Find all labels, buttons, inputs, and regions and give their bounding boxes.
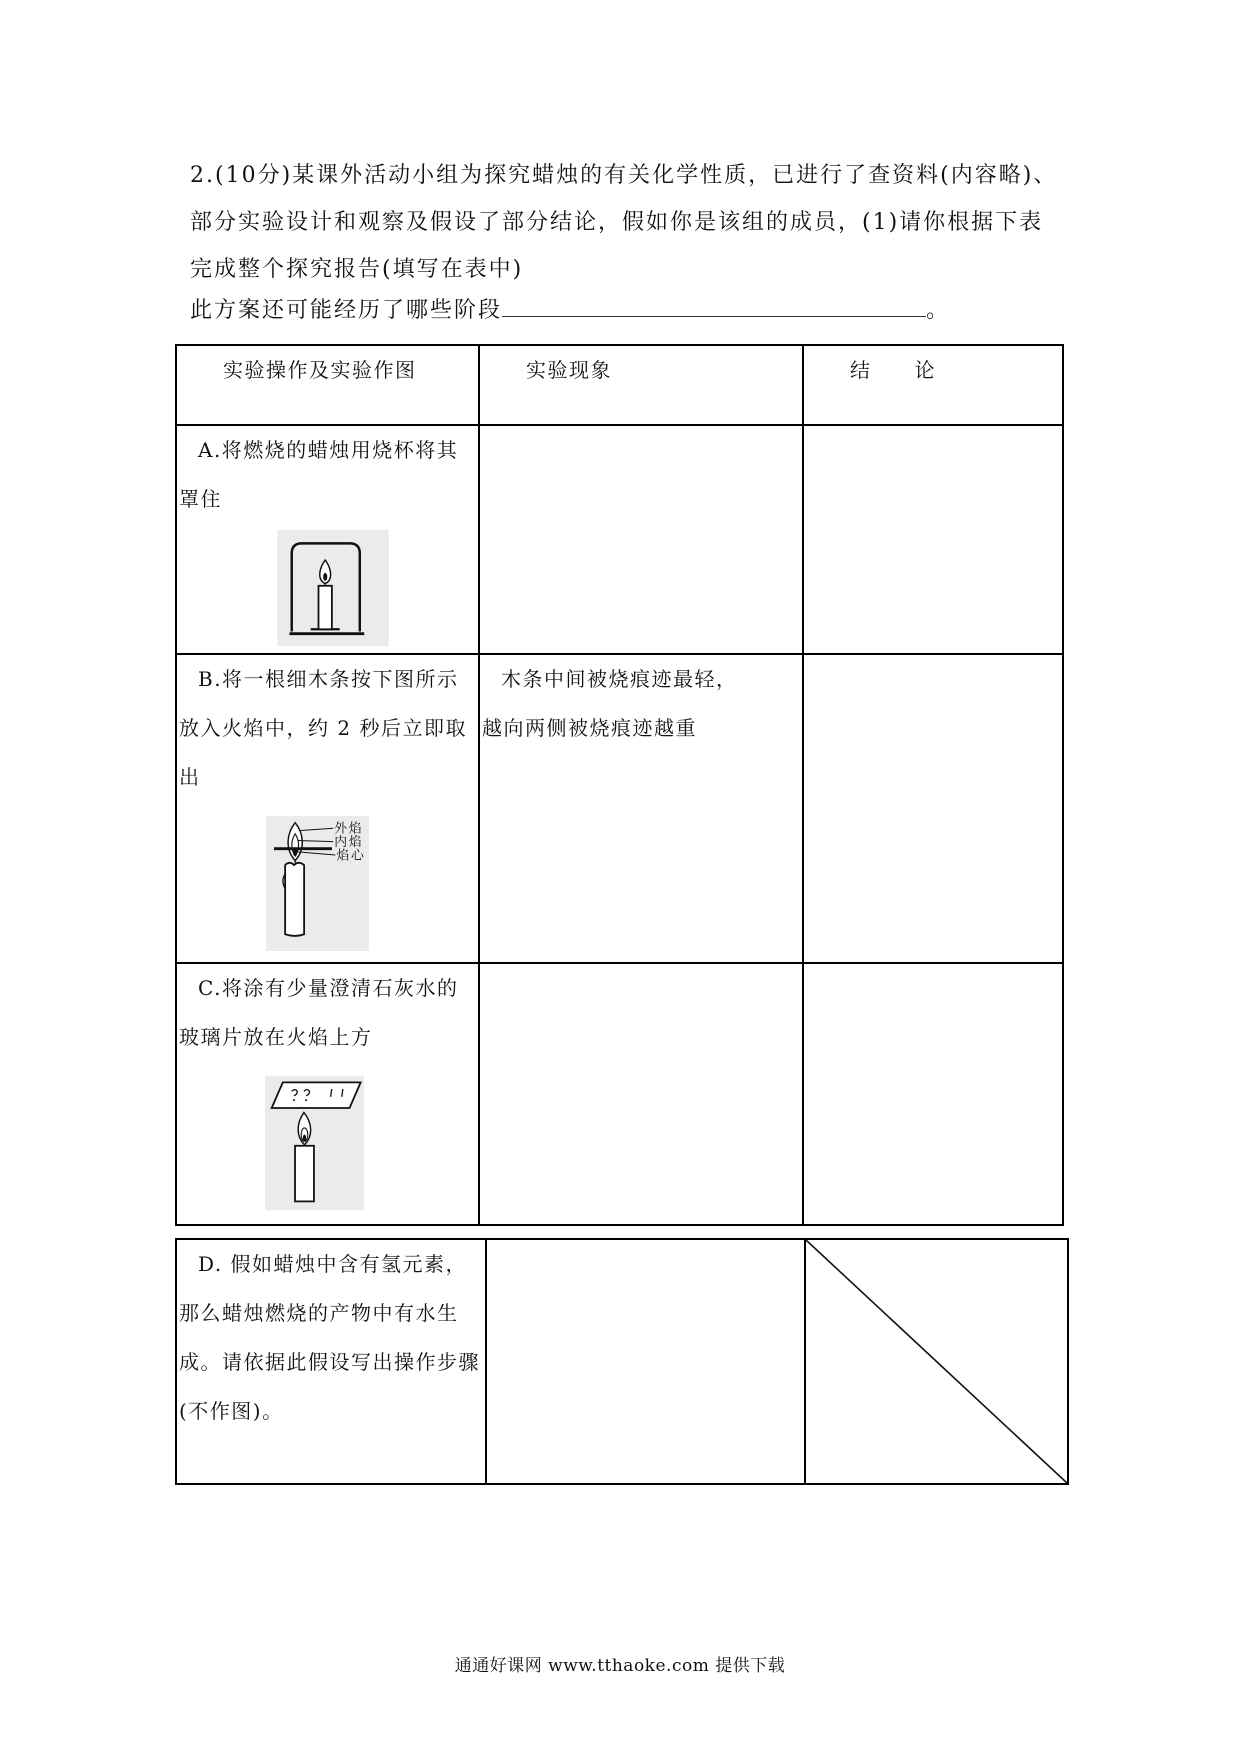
row-a-operation-line: A.将燃烧的蜡烛用烧杯将其 <box>198 438 459 462</box>
droplet-dot <box>293 1099 295 1101</box>
stage-end-mark: 。 <box>926 298 951 323</box>
candle-shape <box>285 863 304 936</box>
row-a-phenomenon-cell <box>480 426 804 655</box>
header-conclusion <box>804 346 1062 426</box>
row-b-phenomenon-line: 木条中间被烧痕迹最轻， <box>501 667 738 691</box>
row-a-operation-cell <box>177 426 480 655</box>
figure-candle-under-beaker <box>277 530 389 646</box>
figure-glass-plate-over-candle <box>265 1075 364 1211</box>
row-d-operation-line: 成。请依据此假设写出操作步骤 <box>179 1350 480 1374</box>
row-b-operation-line: 放入火焰中，约 2 秒后立即取 <box>179 716 467 740</box>
row-c-operation-line: C.将涂有少量澄清石灰水的 <box>198 976 459 1000</box>
row-a-operation-line: 罩住 <box>179 487 222 511</box>
row-c-phenomenon-cell <box>480 964 804 1224</box>
row-d-conclusion-cell <box>806 1240 1067 1483</box>
row-c-operation-line: 玻璃片放在火焰上方 <box>179 1025 373 1049</box>
flame-label-outer: 外焰 <box>334 821 364 837</box>
header-phenomenon <box>480 346 804 426</box>
glass-plate <box>272 1082 361 1108</box>
row-c-operation-cell <box>177 964 480 1224</box>
question-line: 2.(10分)某课外活动小组为探究蜡烛的有关化学性质，已进行了查资料(内容略)、 <box>190 163 1058 188</box>
question-line: 完成整个探究报告(填写在表中) <box>190 257 524 282</box>
experiment-table <box>175 344 1064 1226</box>
header-operation <box>177 346 480 426</box>
row-a-conclusion-cell <box>804 426 1062 655</box>
flame-core <box>303 1135 306 1142</box>
row-d-operation-line: (不作图)。 <box>179 1399 284 1423</box>
row-b-operation-line: 出 <box>179 765 201 789</box>
row-b-operation-line: B.将一根细木条按下图所示 <box>198 667 459 691</box>
stage-prompt: 此方案还可能经历了哪些阶段 <box>190 298 503 323</box>
diagonal-line <box>806 1240 1067 1483</box>
header-phenomenon-label: 实验现象 <box>526 358 612 382</box>
row-d-operation-line: 那么蜡烛燃烧的产物中有水生 <box>179 1301 459 1325</box>
flame-core <box>323 573 327 581</box>
row-b-conclusion-cell <box>804 655 1062 964</box>
row-b-operation-cell <box>177 655 480 964</box>
candle-shape <box>319 586 332 630</box>
page-footer: 通通好课网 www.tthaoke.com 提供下载 <box>454 1656 786 1676</box>
row-c-conclusion-cell <box>804 964 1062 1224</box>
header-conclusion-label: 结 论 <box>850 358 936 382</box>
hypothesis-table <box>175 1238 1069 1485</box>
row-d-operation-cell <box>177 1240 487 1483</box>
wooden-stick <box>274 847 332 850</box>
row-b-phenomenon-cell <box>480 655 804 964</box>
row-b-phenomenon-line: 越向两侧被烧痕迹越重 <box>482 716 697 740</box>
flame-label-inner: 内焰 <box>334 835 364 851</box>
droplet-dot <box>305 1099 307 1101</box>
diagonal-strike-line <box>806 1240 1067 1483</box>
row-d-operation-line: D. 假如蜡烛中含有氢元素， <box>198 1252 468 1276</box>
figure-stick-in-flame <box>266 816 369 951</box>
candle-shape <box>295 1146 314 1202</box>
answer-blank <box>502 290 926 317</box>
stage-question <box>190 290 950 331</box>
question-text <box>190 152 1057 293</box>
flame-label-core: 焰心 <box>336 848 366 864</box>
header-operation-label: 实验操作及实验作图 <box>223 358 417 382</box>
question-line: 部分实验设计和观察及假设了部分结论，假如你是该组的成员，(1)请你根据下表 <box>190 210 1044 235</box>
row-d-phenomenon-cell <box>487 1240 806 1483</box>
